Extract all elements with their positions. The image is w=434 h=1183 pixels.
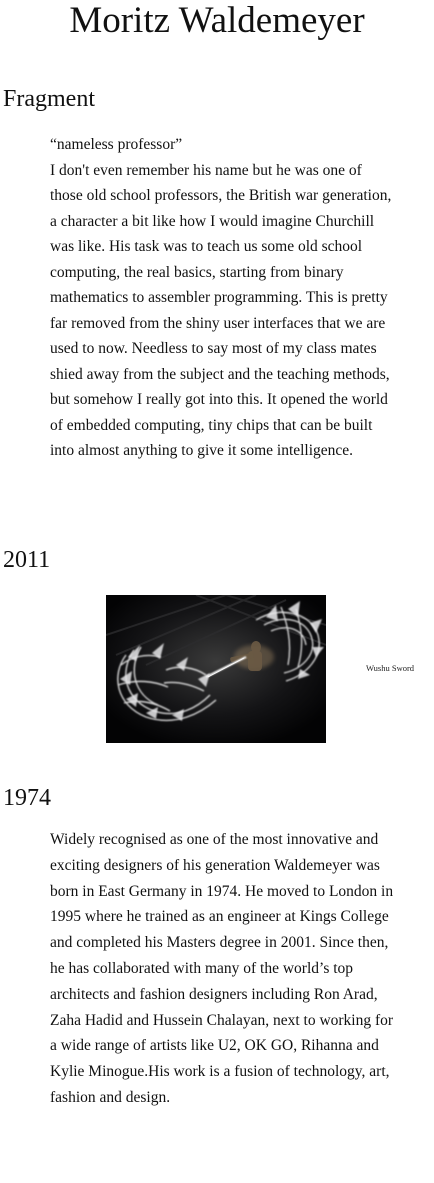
bio-body: Widely recognised as one of the most innovative and exciting designers of his generation Waldemeyer was born in East Germany in 1974. He moved to London in 1995 where he trained as an engineer at Kings College and completed his Masters degree in 2001. Since then, he has collaborated with many of the world’s top architects and fashion designers including Ron Arad, Zaha Hadid and Hussein Chalayan, next to working for a wide range of artists like U2, OK GO, Rihanna and Kylie Minogue.His work is a fusion of technology, art, fashion and design. (50, 831, 394, 1106)
page-title: Moritz Waldemeyer (69, 0, 365, 41)
fragment-quote-title: “nameless professor” (50, 136, 183, 153)
wushu-sword-photo[interactable] (106, 595, 326, 743)
wushu-sword-light-painting (106, 595, 326, 743)
fragment-text-block (50, 132, 398, 464)
section-heading-year-2011: 2011 (3, 547, 51, 573)
fragment-body: I don't even remember his name but he was one of those old school professors, the British war generation, a character a bit like how I would imagine Churchill was like. His task was to teach us some old school computing, the real basics, starting from binary mathematics to assembler programming. This is pretty far removed from the shiny user interfaces that we are used to now. Needless to say most of my class mates shied away from the subject and the teaching methods, but somehow I really got into this. It opened the world of embedded computing, tiny chips that can be built into almost anything to give it some intelligence. (50, 161, 392, 459)
bio-text-block (50, 827, 400, 1111)
section-heading-year-1974: 1974 (3, 785, 51, 811)
photo-caption: Wushu Sword (366, 663, 415, 673)
section-heading-fragment: Fragment (3, 86, 95, 112)
